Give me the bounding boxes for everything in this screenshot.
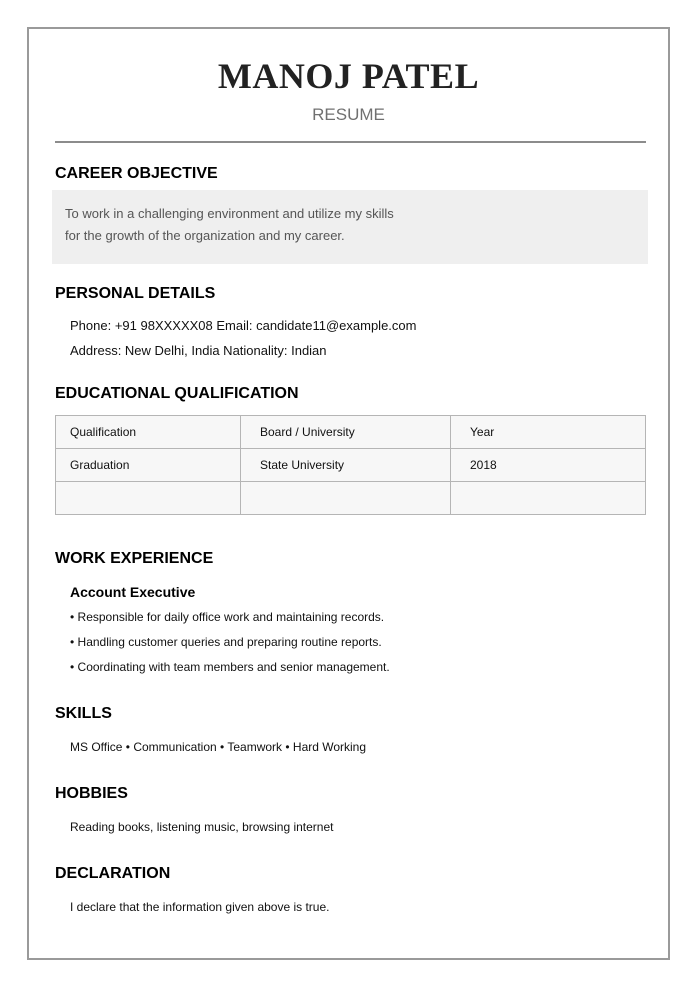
personal-details-heading: PERSONAL DETAILS — [55, 285, 216, 302]
declaration-heading: DECLARATION — [55, 865, 171, 882]
duty-bullet: • Responsible for daily office work and maintaining records. — [70, 610, 385, 624]
address-line: Address: New Delhi, India Nationality: Indian — [70, 343, 327, 358]
hobbies-text: Reading books, listening music, browsing internet — [70, 820, 334, 834]
table-cell — [451, 482, 646, 515]
duty-bullet: • Coordinating with team members and senior management. — [70, 660, 390, 674]
career-objective-heading: CAREER OBJECTIVE — [55, 165, 218, 182]
job-title: Account Executive — [70, 584, 196, 600]
table-header-cell: Year — [451, 416, 646, 449]
objective-line: To work in a challenging environment and utilize my skills — [65, 206, 394, 221]
duty-bullet: • Handling customer queries and preparing routine reports. — [70, 635, 382, 649]
education-heading: EDUCATIONAL QUALIFICATION — [55, 385, 299, 402]
header-divider — [55, 141, 646, 143]
hobbies-heading: HOBBIES — [55, 785, 128, 802]
table-header-row — [56, 416, 646, 449]
table-cell: 2018 — [451, 449, 646, 482]
table-cell: Graduation — [56, 449, 241, 482]
table-row — [56, 482, 646, 515]
declaration-text: I declare that the information given above is true. — [70, 900, 330, 914]
objective-line: for the growth of the organization and my career. — [65, 228, 345, 243]
contact-line: Phone: +91 98XXXXX08 Email: candidate11@example.com — [70, 318, 417, 333]
table-cell: State University — [241, 449, 451, 482]
document-subtitle: RESUME — [312, 105, 385, 124]
education-table — [55, 415, 646, 515]
table-row — [56, 449, 646, 482]
table-header-cell: Board / University — [241, 416, 451, 449]
skills-text: MS Office • Communication • Teamwork • Hard Working — [70, 740, 367, 754]
table-header-cell: Qualification — [56, 416, 241, 449]
skills-heading: SKILLS — [55, 705, 112, 722]
resume-page — [27, 27, 670, 960]
table-cell — [241, 482, 451, 515]
table-cell — [56, 482, 241, 515]
candidate-name: MANOJ PATEL — [217, 56, 480, 96]
career-objective-box — [52, 190, 648, 264]
work-experience-heading: WORK EXPERIENCE — [55, 550, 214, 567]
